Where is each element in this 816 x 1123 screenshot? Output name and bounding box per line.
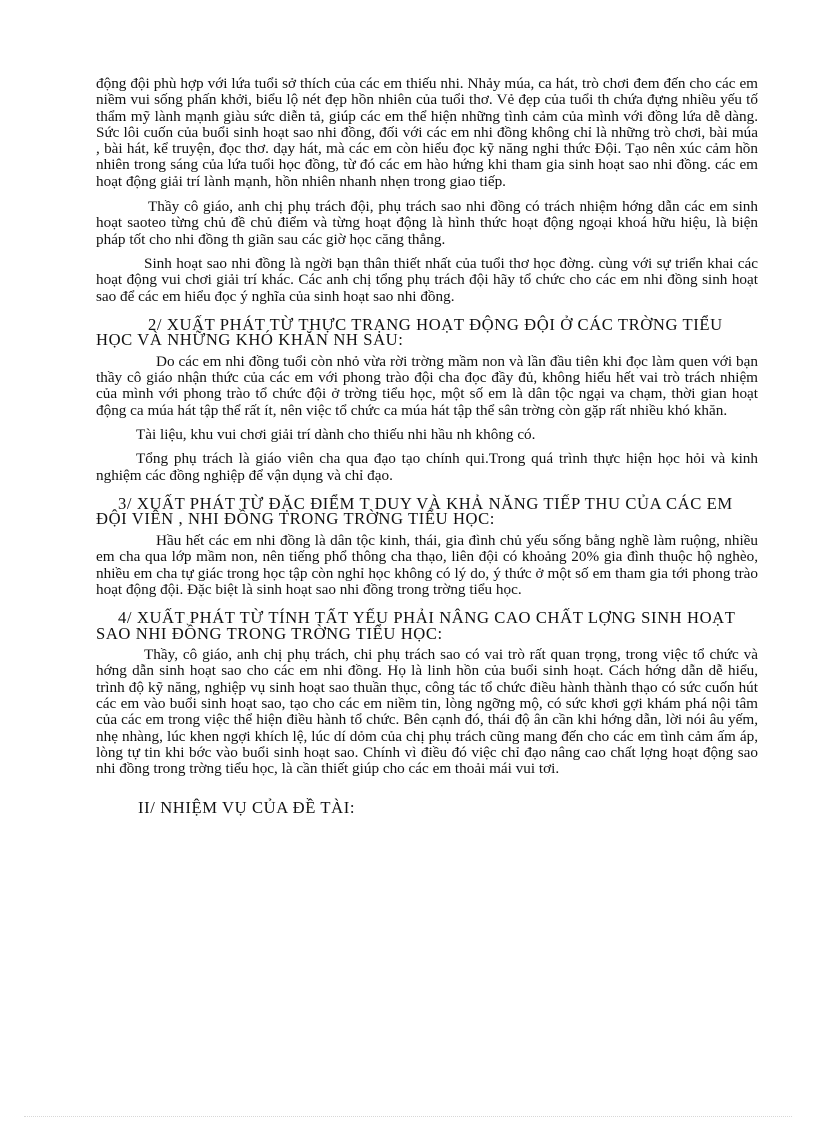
section-heading-tasks: II/ NHIỆM VỤ CỦA ĐỀ TÀI: xyxy=(138,797,356,817)
paragraph-leader: Tổng phụ trách là giáo viên cha qua đạo tạo chính qui.Trong quá trình thực hiện học hỏi và kinh nghiệm các đồng nghiệp để vận dụng và chỉ đạo. xyxy=(96,450,758,484)
paragraph-materials: Tài liệu, khu vui chơi giải trí dành cho thiếu nhi hầu nh không có. xyxy=(136,426,536,444)
paragraph-situation: Do các em nhi đồng tuổi còn nhỏ vừa rời trờng mầm non và lần đầu tiên khi đọc làm quen với bạn thầy cô giáo nhận thức của các em với phong trào đội cha đọc đầy đủ, không hiểu hết vai trò trách nhiệm của mình với phong trào tổ chức đội ở trờng tiểu học, một số em là dân tộc ngại va chạm, thời gian hoạt động ca múa hát tập thể rất ít, nên việc tổ chức ca múa hát tập thể sân trờng còn gặp rất nhiều khó khăn. xyxy=(96,352,758,419)
section-heading-2: 2/ XUẤT PHÁT TỪ THỰC TRẠNG HOẠT ĐỘNG ĐỘI Ở CÁC TRỜNG TIỂU HỌC VÀ NHỮNG KHÓ KHĂN NH SAU: xyxy=(96,314,723,350)
section-heading-3: 3/ XUẤT PHÁT TỪ ĐẶC ĐIỂM T DUY VÀ KHẢ NĂNG TIẾP THU CỦA CÁC EM ĐỘI VIÊN , NHI ĐỒNG TRONG TRỜNG TIỂU HỌC: xyxy=(96,493,733,529)
paragraph-student-traits: Hầu hết các em nhi đồng là dân tộc kinh, thái, gia đình chủ yếu sống bằng nghề làm ruộng, nhiều em cha qua lớp mầm non, nên tiếng phổ thông cha thạo, liên đội có khoảng 20% gia đình thuộc hộ nghèo, nhiều em cha tự giác trong học tập còn nghỉ học không có lý do, ý thức ở một số em tham gia tới phong trào hoạt động đội. Đặc biệt là sinh hoạt sao nhi đồng trong trờng tiểu học. xyxy=(96,531,758,598)
document-page xyxy=(96,76,758,821)
paragraph-intro: động đội phù hợp với lứa tuổi sở thích của các em thiếu nhi. Nhảy múa, ca hát, trò chơi đem đến cho các em niềm vui sống phấn khởi, biểu lộ nét đẹp hồn nhiên của tuổi thơ. Vẻ đẹp của tuổi th chứa đựng nhiều yếu tố thẩm mỹ lành mạnh giàu sức diễn tả, giúp các em thể hiện những tình cảm của mình với đồng lứa dễ dàng. Sức lôi cuốn của buổi sinh hoạt sao nhi đồng, đối với các em nhi đồng không chỉ là những trò chơi, bài múa , bài hát, kể truyện, đọc thơ. dạy hát, mà các em còn hiểu đọc kỹ năng nghi thức Đội. Tạo nên xúc cảm hồn nhiên trong sáng của lứa tuổi học đồng, từ đó các em hào hứng khi tham gia sinh hoạt sao nhi đồng. các em hoạt động giải trí lành mạnh, hồn nhiên nhanh nhẹn trong giao tiếp. xyxy=(96,75,758,190)
paragraph-quality: Thầy, cô giáo, anh chị phụ trách, chi phụ trách sao có vai trò rất quan trọng, trong việc tổ chức và hớng dẫn sinh hoạt sao cho các em nhi đồng. Họ là linh hồn của buổi sinh hoạt. Cách hớng dẫn dễ hiểu, trình độ kỹ năng, nghiệp vụ sinh hoạt sao thuần thục, công tác tổ chức điều hành thành thạo có sức cuốn hút các em vào buổi sinh hoạt sao, tạo cho các em niềm tin, lòng ngỡng mộ, có sức khơi gợi khám phá nội tâm của các em trong việc thể hiện điều hành tổ chức. Bên cạnh đó, thái độ ân cần khi hớng dẫn, lời nói âu yếm, nhẹ nhàng, lúc khen ngợi khích lệ, lúc dí dỏm của chị phụ trách cũng mang đến cho các em tình cảm ấm áp, lòng tự tin khi bớc vào buổi sinh hoạt sao. Chính vì điều đó việc chỉ đạo nâng cao chất lợng hoạt động sao nhi đồng trong trờng tiểu học, là cần thiết giúp cho các em thoải mái vui tơi. xyxy=(96,646,758,778)
paragraph-teachers-role: Thầy cô giáo, anh chị phụ trách đội, phụ trách sao nhi đồng có trách nhiệm hớng dẫn các em sinh hoạt saoteo từng chủ đề chủ điểm và từng hoạt động là hình thức hoạt động ngoại khoá hữu hiệu, là biện pháp tốt cho nhi đồng th giãn sau các giờ học căng thẳng. xyxy=(96,198,758,248)
page-bottom-divider xyxy=(24,1116,792,1117)
section-heading-4: 4/ XUẤT PHÁT TỪ TÍNH TẤT YẾU PHẢI NÂNG CAO CHẤT LỢNG SINH HOẠT SAO NHI ĐỒNG TRONG TRỜNG TIỂU HỌC: xyxy=(96,608,736,643)
paragraph-sao-activity: Sinh hoạt sao nhi đồng là ngời bạn thân thiết nhất của tuổi thơ học đờng. cùng với sự triển khai các hoạt động vui chơi giải trí khác. Các anh chị tổng phụ trách đội hãy tổ chức cho các em nhi đồng sinh hoạt sao để các em hiểu đọc ý nghĩa của sinh hoạt sao nhi đồng. xyxy=(96,254,758,305)
